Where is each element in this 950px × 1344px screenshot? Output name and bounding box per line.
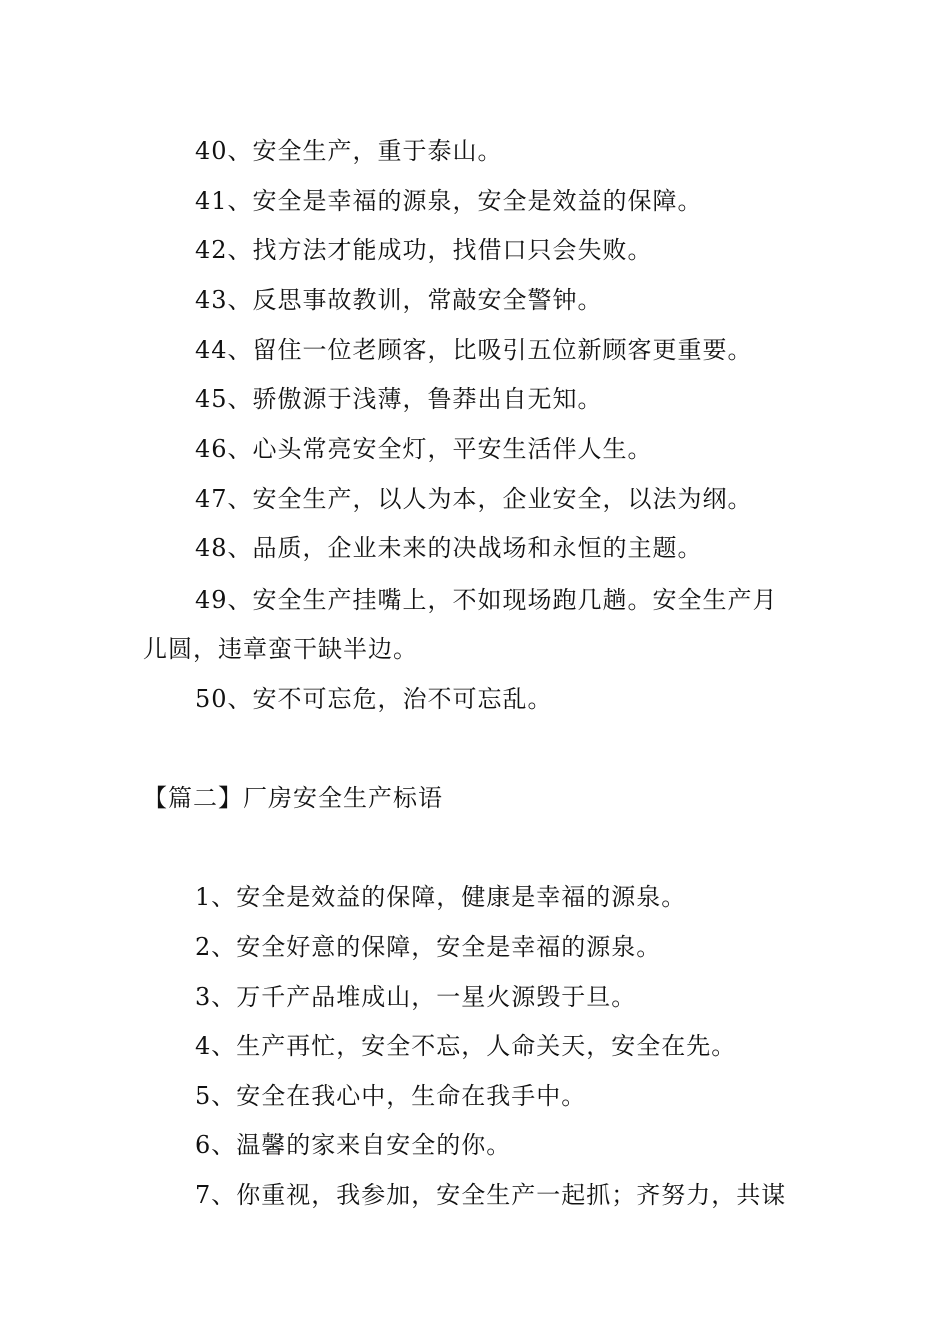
slogan-47: 47、安全生产，以人为本，企业安全，以法为纲。 — [195, 485, 753, 513]
slogan-4: 4、生产再忙，安全不忘，人命关天，安全在先。 — [195, 1032, 737, 1060]
slogan-45: 45、骄傲源于浅薄，鲁莽出自无知。 — [195, 385, 603, 413]
slogan-41: 41、安全是幸福的源泉，安全是效益的保障。 — [195, 187, 703, 215]
slogan-42: 42、找方法才能成功，找借口只会失败。 — [195, 236, 653, 264]
slogan-3: 3、万千产品堆成山，一星火源毁于旦。 — [195, 983, 637, 1011]
section-heading: 【篇二】厂房安全生产标语 — [143, 784, 443, 812]
slogan-48: 48、品质，企业未来的决战场和永恒的主题。 — [195, 534, 703, 562]
slogan-43: 43、反思事故教训，常敲安全警钟。 — [195, 286, 603, 314]
slogan-2: 2、安全好意的保障，安全是幸福的源泉。 — [195, 933, 662, 961]
slogan-5: 5、安全在我心中，生命在我手中。 — [195, 1082, 587, 1110]
slogan-46: 46、心头常亮安全灯，平安生活伴人生。 — [195, 435, 653, 463]
slogan-40: 40、安全生产，重于泰山。 — [195, 137, 503, 165]
slogan-6: 6、温馨的家来自安全的你。 — [195, 1131, 512, 1159]
slogan-44: 44、留住一位老顾客，比吸引五位新顾客更重要。 — [195, 336, 753, 364]
slogan-50: 50、安不可忘危，治不可忘乱。 — [195, 685, 553, 713]
slogan-1: 1、安全是效益的保障，健康是幸福的源泉。 — [195, 883, 687, 911]
slogan-49-line-1: 49、安全生产挂嘴上，不如现场跑几趟。安全生产月 — [195, 586, 778, 614]
slogan-7: 7、你重视，我参加，安全生产一起抓；齐努力，共谋 — [195, 1181, 787, 1209]
slogan-49-line-2: 儿圆，违章蛮干缺半边。 — [143, 635, 418, 663]
